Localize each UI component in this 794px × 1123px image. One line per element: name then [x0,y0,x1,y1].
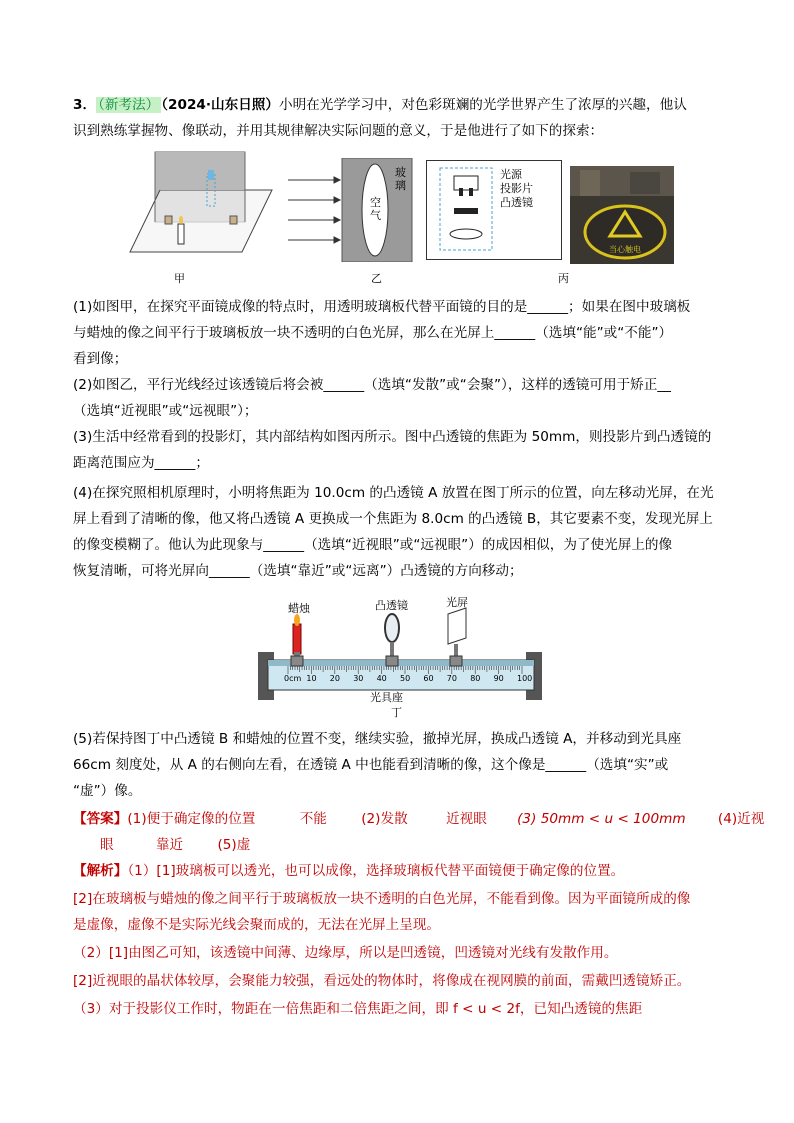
bench-tick-label: 80 [470,674,481,683]
part4-line4: 恢复清晰，可将光屏向______（选填“靠近”或“远离”）凸透镜的方向移动； [73,563,523,579]
analysis-line4: （2）[1]由图乙可知，该透镜中间薄、边缘厚，所以是凹透镜，凹透镜对光线有发散作用。 [73,945,618,961]
answer-line2 [100,835,250,855]
part1-line1: (1)如图甲，在探究平面镜成像的特点时，用透明玻璃板代替平面镜的目的是______；如果在图中玻璃板 [73,299,691,315]
answer-1b: 不能 [299,811,327,827]
analysis-label: 【解析】 [73,863,128,879]
bench-base-label: 光具座 [370,691,403,704]
part1-line3: 看到像； [73,351,128,367]
bench-tick-label: 70 [446,674,457,683]
bench-lens-label: 凸透镜 [375,599,408,612]
bench-tick-label: 20 [329,674,340,683]
question-stem-1: 小明在光学学习中，对色彩斑斓的光学世界产生了浓厚的兴趣，他认 [279,97,687,113]
figure-jia [120,148,280,260]
question-stem-2: 识到熟练掌握物、像联动，并用其规律解决实际问题的意义，于是他进行了如下的探索： [73,123,604,139]
answer-4: (4)近视 [717,811,765,827]
analysis-1: （1）[1]玻璃板可以透光，也可以成像，选择玻璃板代替平面镜便于确定像的位置。 [127,863,625,879]
analysis-line1 [73,861,624,881]
part2-line2: （选填“近视眼”或“远视眼”）； [73,403,258,419]
part2-line1: (2)如图乙，平行光线经过该透镜后将会被______（选填“发散”或“会聚”），这样的透镜可用于矫正__ [73,377,671,393]
bench-tick-label: 60 [423,674,434,683]
answer-3: (3) 50mm < u < 100mm [517,811,686,827]
bench-tick-label: 100 [517,674,533,683]
lens-label: 凸透镜 [500,196,533,209]
answer-1: (1)便于确定像的位置 [127,811,256,827]
question-number: 3． [73,97,97,113]
bench-tick-label: 30 [353,674,364,683]
answer-2: (2)发散 [361,811,408,827]
part5-line2: 66cm 刻度处，从 A 的右侧向左看，在透镜 A 中也能看到清晰的像，这个像是______（选填“实”或 [73,757,669,773]
analysis-line3: 是虚像，虚像不是实际光线会聚而成的，无法在光屏上呈现。 [73,917,441,933]
bench-tick-label: 90 [493,674,504,683]
analysis-line2: [2]在玻璃板与蜡烛的像之间平行于玻璃板放一块不透明的白色光屏，不能看到像。因为平面镜所成的像 [73,891,691,907]
part5-line3: “虚”）像。 [73,783,142,799]
analysis-line5: [2]近视眼的晶状体较厚，会聚能力较强，看远处的物体时，将像成在视网膜的前面，需戴凹透镜矫正。 [73,973,691,989]
bench-candle-label: 蜡烛 [288,602,310,615]
part4-line1: (4)在探究照相机原理时，小明将焦距为 10.0cm 的凸透镜 A 放置在图丁所示的位置，向左移动光屏，在光 [73,485,714,501]
answer-2b: 近视眼 [446,811,487,827]
question-source: （2024·山东日照） [161,97,279,113]
figure-jia-caption: 甲 [174,272,185,285]
film-label: 投影片 [500,182,533,195]
bing-labels [500,168,533,210]
analysis-line6: （3）对于投影仪工作时，物距在一倍焦距和二倍焦距之间，即 f < u < 2f，已知凸透镜的焦距 [73,1001,643,1017]
bench-tick-label: 0cm [284,674,302,683]
light-source-label: 光源 [500,168,522,181]
figure-bing-photo [570,166,674,264]
photo-sign-text: 当心触电 [609,245,641,254]
part5-line1: (5)若保持图丁中凸透镜 B 和蜡烛的位置不变，继续实验，撤掉光屏，换成凸透镜 A，并移动到光具座 [73,731,682,747]
answer-5: (5)虚 [217,837,251,853]
part4-line3: 的像变模糊了。他认为此现象与______（选填“近视眼”或“远视眼”）的成因相似，为了使光屏上的像 [73,537,673,553]
part1-line2: 与蜡烛的像之间平行于玻璃板放一块不透明的白色光屏，那么在光屏上______（选填“能”或“不能”） [73,325,673,341]
part3-line2: 距离范围应为______； [73,455,209,471]
new-method-tag: （新考法） [98,97,160,113]
air-label: 空 气 [370,196,381,222]
bench-tick-label: 40 [376,674,387,683]
figure-ding-caption: 丁 [391,706,402,719]
answer-4b: 眼 [100,837,114,853]
answer-4c: 靠近 [155,837,184,853]
figure-yi-caption: 乙 [371,272,382,285]
answer-label: 【答案】 [73,811,128,827]
bench-tick-label: 10 [306,674,317,683]
question-header [73,95,687,115]
glass-label: 玻 璃 [395,166,406,192]
answer-line1 [73,809,764,829]
figure-bing-caption: 丙 [558,272,569,285]
part4-line2: 屏上看到了清晰的像，他又将凸透镜 A 更换成一个焦距为 8.0cm 的凸透镜 B，其它要素不变，发现光屏上 [73,511,713,527]
bench-screen-label: 光屏 [446,596,468,609]
part3-line1: (3)生活中经常看到的投影灯，其内部结构如图丙所示。图中凸透镜的焦距为 50mm，则投影片到凸透镜的 [73,429,712,445]
bench-tick-label: 50 [400,674,411,683]
figure-bing-diagram [426,160,562,260]
